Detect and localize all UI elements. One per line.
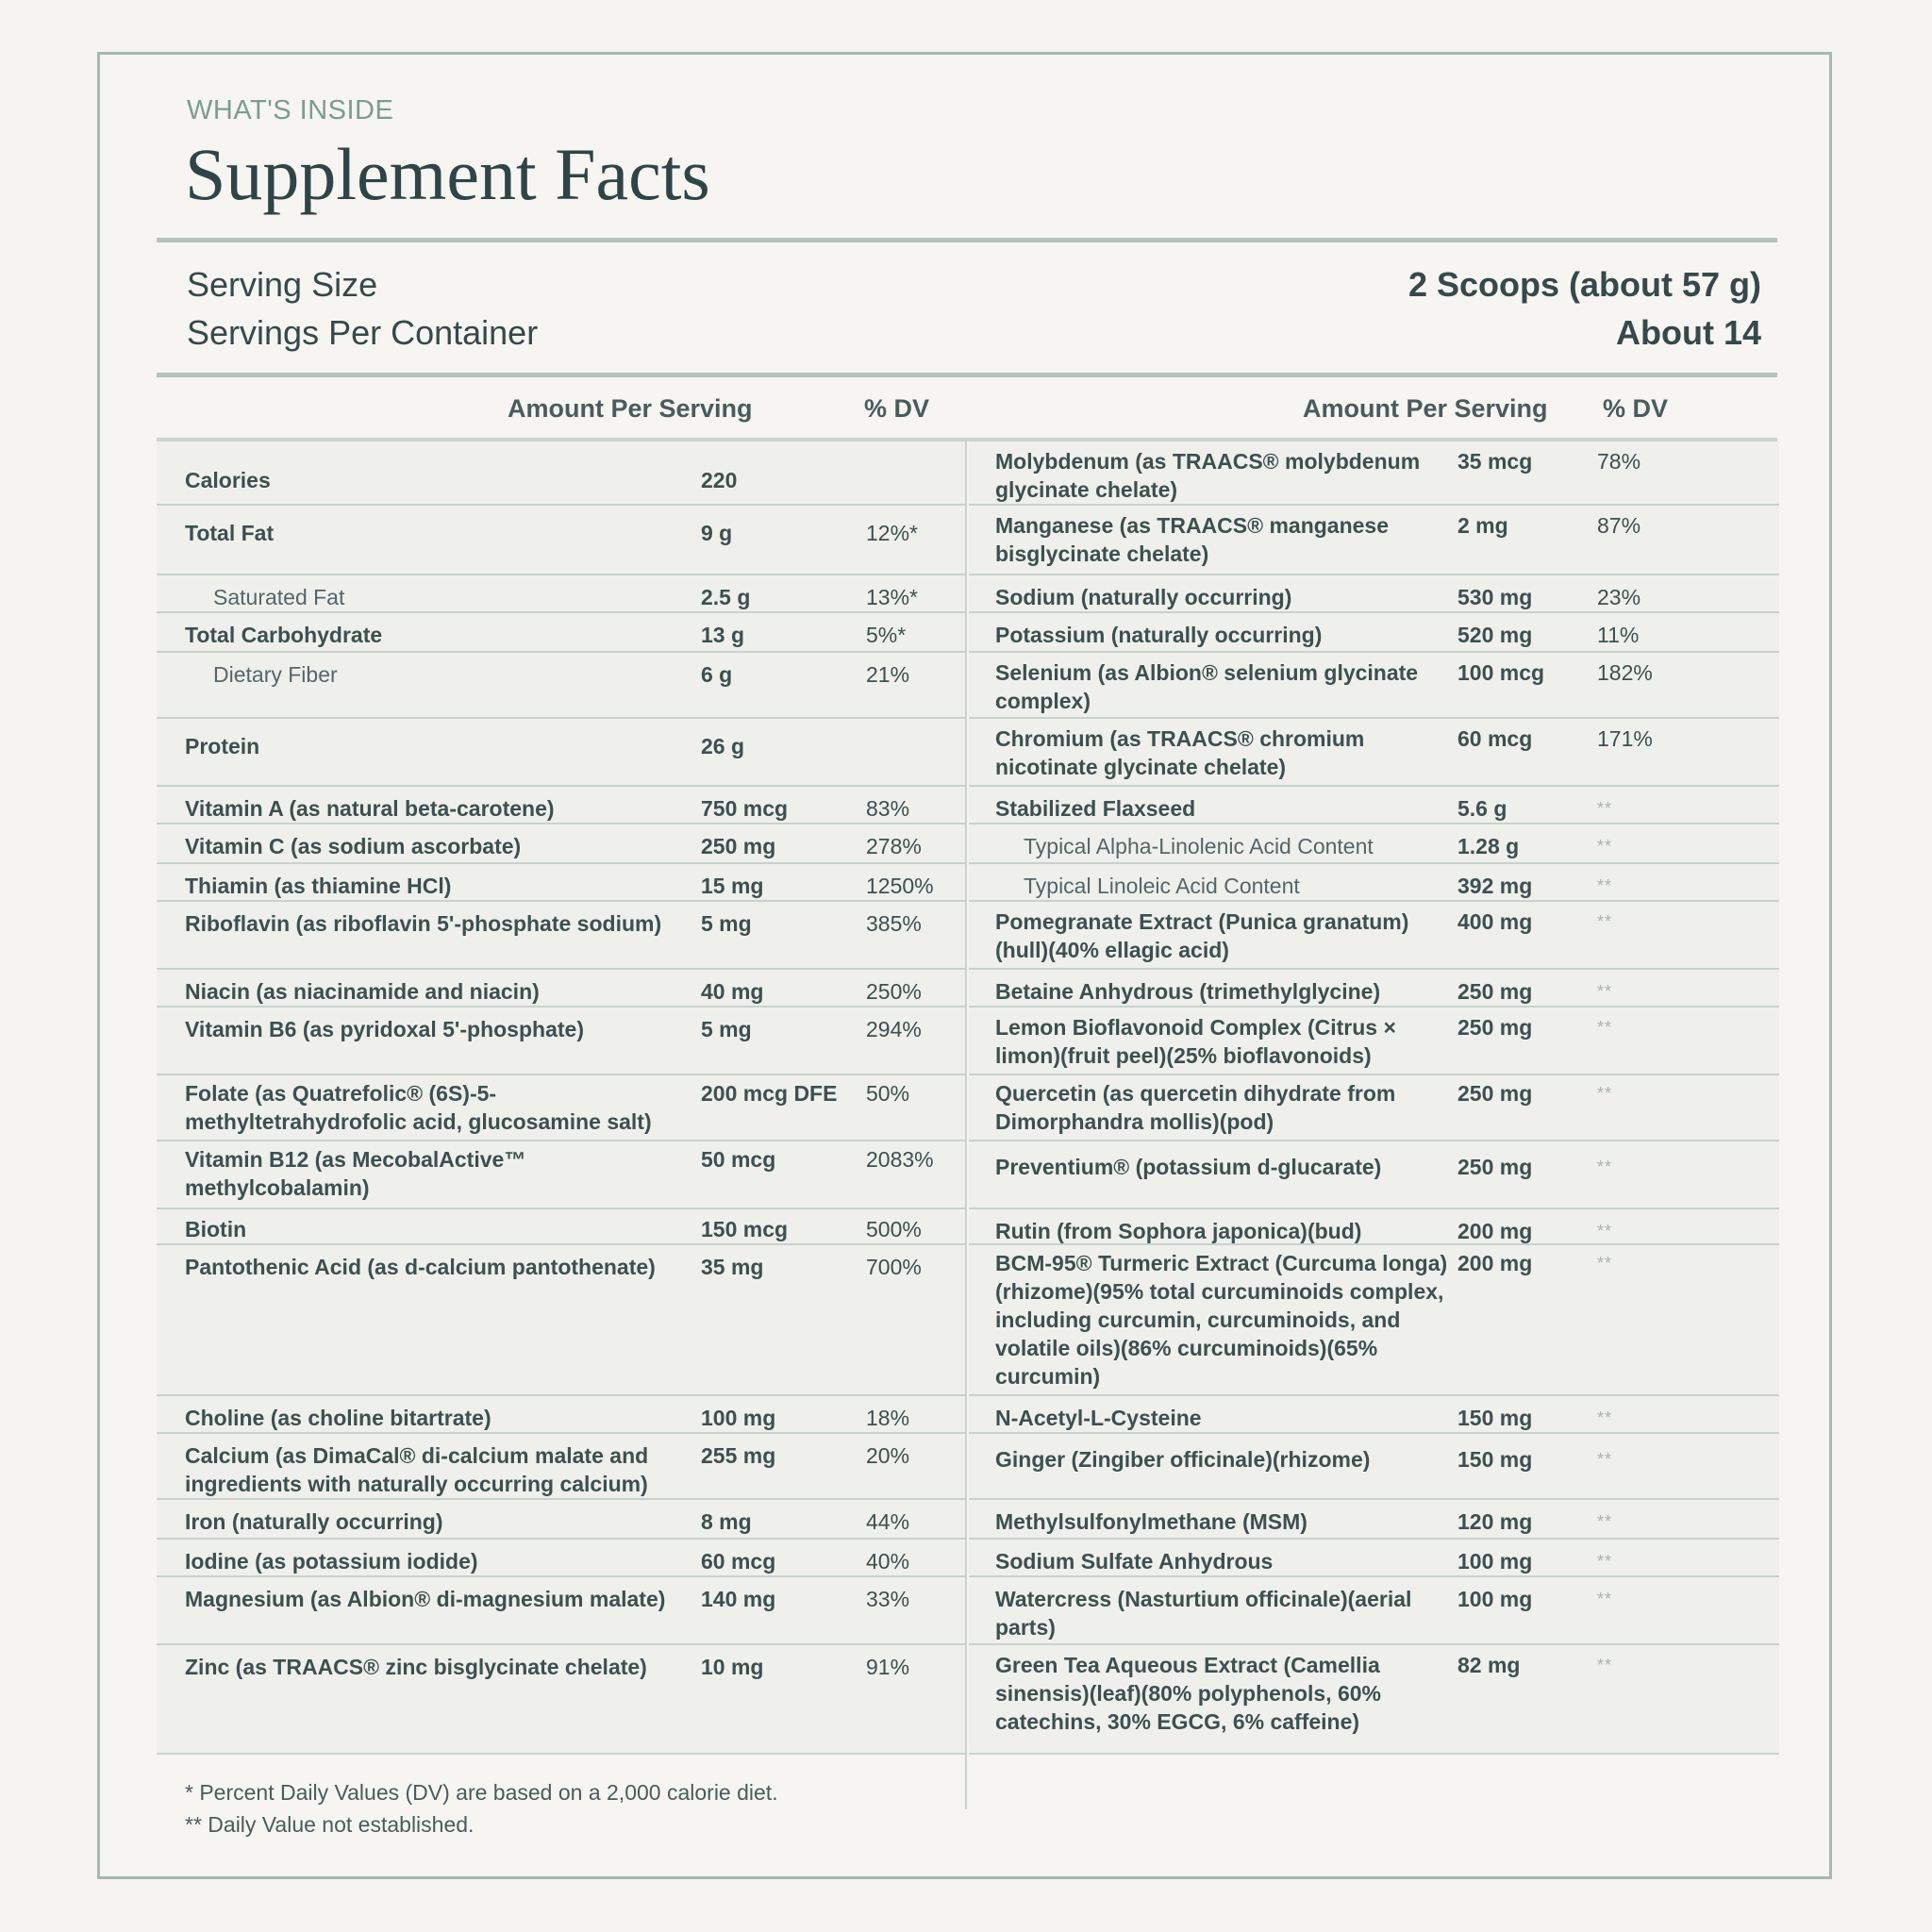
- nutrient-row: [969, 1396, 1779, 1434]
- nutrient-name: Protein: [185, 734, 260, 758]
- left-column: [157, 441, 967, 1809]
- nutrient-row: [157, 575, 965, 613]
- nutrient-amount: 520 mg: [1457, 623, 1533, 647]
- nutrient-row: [157, 824, 965, 864]
- nutrient-name: Dietary Fiber: [213, 662, 338, 687]
- nutrient-amount: 400 mg: [1457, 909, 1533, 934]
- nutrient-amount: 392 mg: [1457, 874, 1533, 898]
- nutrient-dv: 2083%: [866, 1147, 934, 1172]
- nutrient-row: [969, 1645, 1779, 1755]
- nutrient-name: Pomegranate Extract (Punica granatum)(hull)(40% ellagic acid): [995, 909, 1409, 962]
- nutrient-dv: 78%: [1597, 449, 1641, 474]
- nutrient-name: Total Carbohydrate: [185, 623, 383, 647]
- nutrient-row: [157, 1008, 965, 1075]
- nutrient-name: Niacin (as niacinamide and niacin): [185, 979, 540, 1004]
- nutrient-row: [157, 864, 965, 902]
- nutrient-dv: 5%*: [866, 623, 907, 647]
- nutrient-row: [969, 824, 1779, 864]
- nutrient-name: N-Acetyl-L-Cysteine: [995, 1406, 1202, 1430]
- nutrient-dv: **: [1597, 1552, 1613, 1571]
- nutrient-amount: 6 g: [701, 662, 733, 687]
- nutrient-dv: 11%: [1597, 623, 1640, 647]
- nutrient-amount: 9 g: [701, 521, 733, 545]
- nutrient-row: [969, 506, 1779, 575]
- nutrient-amount: 13 g: [701, 623, 745, 647]
- nutrient-name: Sodium (naturally occurring): [995, 585, 1292, 609]
- nutrient-name: Typical Alpha-Linolenic Acid Content: [1024, 834, 1374, 858]
- nutrient-row: [157, 787, 965, 824]
- nutrient-row: [157, 1245, 965, 1396]
- footnote-dv: * Percent Daily Values (DV) are based on a 2,000 calorie diet.: [185, 1780, 778, 1805]
- nutrient-row: [969, 1075, 1779, 1141]
- nutrient-name: Total Fat: [185, 521, 275, 545]
- nutrient-amount: 120 mg: [1457, 1509, 1533, 1534]
- nutrient-dv: 278%: [866, 834, 922, 858]
- nutrient-name: BCM-95® Turmeric Extract (Curcuma longa)(rhizome)(95% total curcuminoids complex, including curcumin, curcuminoids, and volatile oils)(86% curcuminoids)(65% curcumin): [995, 1251, 1448, 1389]
- nutrient-row: [969, 1577, 1779, 1645]
- nutrient-amount: 255 mg: [701, 1443, 776, 1468]
- nutrient-dv: 182%: [1597, 660, 1653, 685]
- nutrient-row: [969, 653, 1779, 719]
- nutrient-row: [969, 970, 1779, 1008]
- nutrient-row: [969, 902, 1779, 970]
- nutrient-name: Zinc (as TRAACS® zinc bisglycinate chelate): [185, 1655, 647, 1679]
- nutrient-amount: 50 mcg: [701, 1147, 776, 1172]
- right-column: [969, 441, 1779, 1809]
- nutrient-name: Vitamin C (as sodium ascorbate): [185, 834, 522, 858]
- nutrient-dv: 12%*: [866, 521, 918, 545]
- nutrient-name: Watercress (Nasturtium officinale)(aerial parts): [995, 1587, 1412, 1640]
- nutrient-dv: 50%: [866, 1081, 910, 1106]
- supplement-facts-panel: [97, 52, 1832, 1879]
- nutrient-row: [969, 864, 1779, 902]
- nutrient-row: [157, 1500, 965, 1540]
- nutrient-amount: 26 g: [701, 734, 745, 758]
- nutrient-amount: 250 mg: [701, 834, 776, 858]
- nutrient-amount: 140 mg: [701, 1587, 776, 1611]
- nutrient-row: [969, 613, 1779, 653]
- nutrient-row: [157, 506, 965, 575]
- nutrient-dv: 91%: [866, 1655, 910, 1679]
- nutrient-row: [969, 1245, 1779, 1396]
- nutrient-dv: 87%: [1597, 513, 1641, 538]
- nutrient-dv: 1250%: [866, 874, 934, 898]
- nutrient-name: Vitamin B6 (as pyridoxal 5'-phosphate): [185, 1017, 584, 1041]
- nutrient-name: Vitamin B12 (as MecobalActive™ methylcobalamin): [185, 1147, 526, 1200]
- nutrient-dv: 250%: [866, 979, 922, 1004]
- footnote-not-established: ** Daily Value not established.: [185, 1812, 475, 1837]
- nutrient-amount: 150 mcg: [701, 1217, 789, 1241]
- nutrient-amount: 10 mg: [701, 1655, 764, 1679]
- nutrient-amount: 60 mcg: [1457, 726, 1533, 751]
- nutrient-dv: **: [1597, 1018, 1613, 1037]
- nutrient-name: Riboflavin (as riboflavin 5'-phosphate sodium): [185, 911, 662, 936]
- nutrient-name: Typical Linoleic Acid Content: [1024, 874, 1300, 898]
- divider-mid: [157, 373, 1777, 377]
- nutrient-row: [969, 1540, 1779, 1577]
- nutrient-name: Vitamin A (as natural beta-carotene): [185, 796, 555, 821]
- nutrient-row: [157, 1540, 965, 1577]
- nutrient-name: Saturated Fat: [213, 585, 345, 609]
- nutrient-name: Rutin (from Sophora japonica)(bud): [995, 1219, 1362, 1243]
- nutrient-row: [969, 719, 1779, 787]
- nutrient-row: [969, 1209, 1779, 1245]
- nutrient-amount: 35 mcg: [1457, 449, 1533, 474]
- nutrient-row: [157, 970, 965, 1008]
- servings-per-container-label: Servings Per Container: [187, 313, 539, 352]
- nutrient-name: Quercetin (as quercetin dihydrate from Dimorphandra mollis)(pod): [995, 1081, 1396, 1134]
- nutrient-amount: 100 mg: [1457, 1587, 1533, 1611]
- nutrient-row: [157, 653, 965, 719]
- nutrient-row: [157, 441, 965, 506]
- nutrient-amount: 100 mcg: [1457, 660, 1545, 685]
- nutrient-row: [969, 1434, 1779, 1500]
- nutrient-amount: 530 mg: [1457, 585, 1533, 609]
- nutrient-amount: 100 mg: [701, 1406, 776, 1430]
- nutrient-name: Potassium (naturally occurring): [995, 623, 1323, 647]
- nutrient-amount: 15 mg: [701, 874, 764, 898]
- nutrient-dv: 294%: [866, 1017, 922, 1041]
- nutrient-name: Folate (as Quatrefolic® (6S)-5-methyltetrahydrofolic acid, glucosamine salt): [185, 1081, 652, 1134]
- serving-size-value: 2 Scoops (about 57 g): [1407, 265, 1761, 304]
- nutrient-row: [157, 613, 965, 653]
- nutrient-name: Iron (naturally occurring): [185, 1509, 443, 1534]
- nutrient-name: Molybdenum (as TRAACS® molybdenum glycinate chelate): [995, 449, 1421, 502]
- nutrient-amount: 2 mg: [1457, 513, 1508, 538]
- nutrient-row: [969, 441, 1779, 506]
- nutrient-dv: **: [1597, 1450, 1613, 1469]
- nutrient-dv: **: [1597, 1158, 1613, 1176]
- right-amount-header: Amount Per Serving: [1303, 394, 1548, 423]
- divider-top: [157, 238, 1777, 242]
- eyebrow-label: WHAT'S INSIDE: [187, 95, 394, 125]
- nutrient-name: Preventium® (potassium d-glucarate): [995, 1155, 1382, 1179]
- nutrient-dv: 33%: [866, 1587, 910, 1611]
- nutrient-name: Choline (as choline bitartrate): [185, 1406, 491, 1430]
- serving-info: [187, 260, 1761, 357]
- nutrient-amount: 82 mg: [1457, 1653, 1521, 1677]
- nutrient-amount: 150 mg: [1457, 1406, 1533, 1430]
- nutrient-amount: 250 mg: [1457, 1081, 1533, 1106]
- right-dv-header: % DV: [1603, 394, 1669, 423]
- nutrient-dv: **: [1597, 799, 1613, 818]
- nutrient-amount: 1.28 g: [1457, 834, 1520, 858]
- footnotes: [185, 1776, 778, 1840]
- page-title: Supplement Facts: [185, 133, 710, 215]
- nutrient-amount: 750 mcg: [701, 796, 789, 821]
- servings-per-container-value: About 14: [1615, 313, 1761, 352]
- nutrient-dv: **: [1597, 982, 1613, 1001]
- nutrient-dv: **: [1597, 1084, 1613, 1103]
- nutrient-amount: 5 mg: [701, 911, 752, 936]
- nutrient-dv: 44%: [866, 1509, 910, 1534]
- nutrient-name: Sodium Sulfate Anhydrous: [995, 1549, 1274, 1574]
- nutrient-row: [157, 1645, 965, 1755]
- nutrient-row: [157, 1141, 965, 1209]
- nutrient-name: Selenium (as Albion® selenium glycinate complex): [995, 660, 1419, 713]
- nutrient-row: [157, 1396, 965, 1434]
- nutrient-dv: 700%: [866, 1255, 922, 1279]
- nutrient-name: Chromium (as TRAACS® chromium nicotinate glycinate chelate): [995, 726, 1365, 779]
- nutrient-dv: 23%: [1597, 585, 1641, 609]
- nutrient-name: Methylsulfonylmethane (MSM): [995, 1509, 1307, 1534]
- nutrient-dv: **: [1597, 1512, 1613, 1531]
- nutrient-name: Biotin: [185, 1217, 247, 1241]
- nutrient-dv: 18%: [866, 1406, 910, 1430]
- left-dv-header: % DV: [864, 394, 930, 423]
- nutrient-row: [969, 1500, 1779, 1540]
- nutrient-amount: 35 mg: [701, 1255, 764, 1279]
- nutrient-dv: **: [1597, 912, 1613, 931]
- nutrient-amount: 60 mcg: [701, 1549, 776, 1574]
- nutrient-dv: 171%: [1597, 726, 1653, 751]
- nutrient-name: Lemon Bioflavonoid Complex (Citrus × limon)(fruit peel)(25% bioflavonoids): [995, 1015, 1396, 1068]
- nutrient-dv: **: [1597, 876, 1613, 895]
- nutrient-dv: 500%: [866, 1217, 922, 1241]
- nutrient-amount: 220: [701, 468, 738, 492]
- nutrient-amount: 200 mcg DFE: [701, 1081, 838, 1106]
- nutrient-row: [157, 1434, 965, 1500]
- nutrient-amount: 5.6 g: [1457, 796, 1507, 821]
- left-amount-header: Amount Per Serving: [508, 394, 753, 423]
- nutrient-amount: 150 mg: [1457, 1447, 1533, 1472]
- nutrient-name: Calories: [185, 468, 271, 492]
- nutrient-dv: **: [1597, 837, 1613, 856]
- nutrient-row: [969, 1141, 1779, 1209]
- nutrient-name: Thiamin (as thiamine HCl): [185, 874, 452, 898]
- nutrient-row: [969, 1008, 1779, 1075]
- nutrient-dv: 21%: [866, 662, 910, 687]
- nutrient-dv: **: [1597, 1408, 1613, 1427]
- nutrient-dv: 20%: [866, 1443, 910, 1468]
- nutrient-dv: 40%: [866, 1549, 910, 1574]
- nutrient-amount: 200 mg: [1457, 1219, 1533, 1243]
- serving-size-label: Serving Size: [187, 265, 378, 304]
- nutrient-row: [969, 575, 1779, 613]
- nutrient-row: [157, 1209, 965, 1245]
- nutrient-dv: **: [1597, 1656, 1613, 1674]
- nutrient-name: Pantothenic Acid (as d-calcium pantothenate): [185, 1255, 656, 1279]
- nutrient-amount: 250 mg: [1457, 979, 1533, 1004]
- nutrient-name: Manganese (as TRAACS® manganese bisglycinate chelate): [995, 513, 1390, 566]
- nutrient-amount: 2.5 g: [701, 585, 751, 609]
- nutrient-row: [157, 1075, 965, 1141]
- nutrient-name: Green Tea Aqueous Extract (Camellia sinensis)(leaf)(80% polyphenols, 60% catechins, 30% EGCG, 6% caffeine): [995, 1653, 1382, 1734]
- nutrient-amount: 200 mg: [1457, 1251, 1533, 1275]
- nutrient-amount: 40 mg: [701, 979, 764, 1004]
- nutrient-amount: 250 mg: [1457, 1015, 1533, 1040]
- nutrient-dv: 385%: [866, 911, 922, 936]
- nutrient-dv: **: [1597, 1590, 1613, 1608]
- nutrient-name: Stabilized Flaxseed: [995, 796, 1196, 821]
- nutrient-name: Betaine Anhydrous (trimethylglycine): [995, 979, 1381, 1004]
- nutrient-name: Iodine (as potassium iodide): [185, 1549, 478, 1574]
- nutrient-row: [157, 902, 965, 970]
- nutrient-row: [157, 1577, 965, 1645]
- nutrient-table: [157, 441, 1779, 1809]
- nutrient-amount: 250 mg: [1457, 1155, 1533, 1179]
- nutrient-name: Calcium (as DimaCal® di-calcium malate and ingredients with naturally occurring calcium): [185, 1443, 649, 1496]
- nutrient-dv: **: [1597, 1222, 1613, 1241]
- nutrient-amount: 100 mg: [1457, 1549, 1533, 1574]
- nutrient-dv: 83%: [866, 796, 910, 821]
- nutrient-dv: 13%*: [866, 585, 918, 609]
- nutrient-amount: 5 mg: [701, 1017, 752, 1041]
- nutrient-name: Magnesium (as Albion® di-magnesium malate): [185, 1587, 666, 1611]
- nutrient-row: [157, 719, 965, 787]
- nutrient-name: Ginger (Zingiber officinale)(rhizome): [995, 1447, 1371, 1472]
- nutrient-dv: **: [1597, 1254, 1613, 1273]
- nutrient-amount: 8 mg: [701, 1509, 752, 1534]
- nutrient-row: [969, 787, 1779, 824]
